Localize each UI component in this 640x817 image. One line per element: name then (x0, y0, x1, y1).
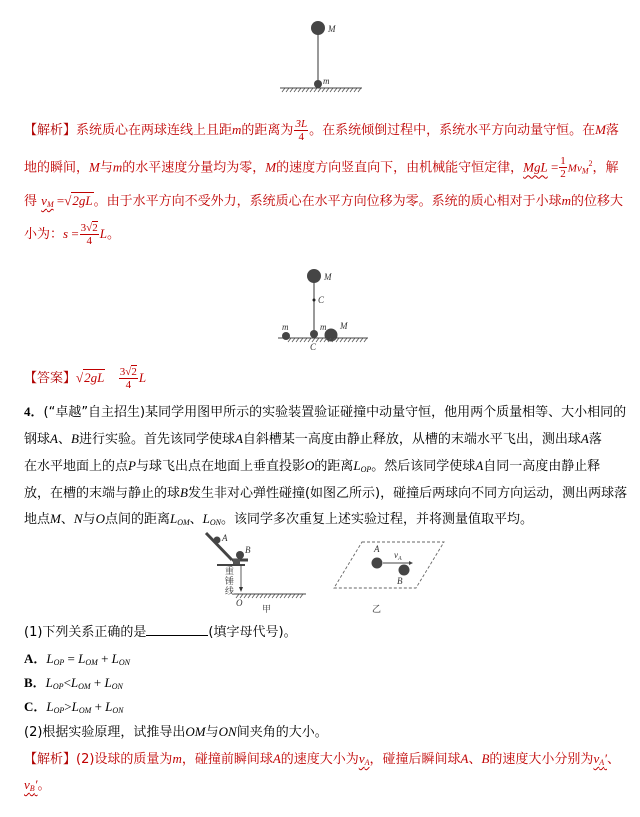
subscript: A (599, 758, 605, 767)
operator: + (91, 699, 106, 714)
subscript: ON (118, 658, 131, 667)
var-M: M (89, 159, 100, 175)
var-v: v (593, 751, 600, 766)
label-C-mid: C (318, 295, 325, 305)
frac-den: 4 (298, 131, 304, 143)
subscript: OP (53, 658, 65, 667)
label-plumb-1: 重 (225, 567, 235, 577)
var-m: m (232, 122, 242, 137)
ball-A (214, 537, 221, 544)
fraction: $\frac{3√2}{4}$ (119, 366, 137, 391)
var-L: L (78, 651, 86, 666)
text: 钢球 (24, 432, 51, 447)
subscript: OP (53, 706, 65, 715)
subscript: M (581, 166, 589, 176)
frac-num: 1 (560, 155, 566, 168)
ball-m (314, 80, 322, 88)
text: 、 (189, 512, 203, 527)
radicand: 2gL (84, 370, 105, 385)
point-C (313, 299, 316, 302)
ball-m-left (282, 332, 290, 340)
var-OM: OM (185, 724, 206, 739)
text: 自同一高度由静止释 (483, 459, 601, 474)
ball-B (399, 565, 410, 576)
var-B: B (481, 751, 490, 766)
text: 发生非对心弹性碰撞(如图乙所示)，碰撞后两球向不同方向运动，测出两球落 (187, 486, 628, 501)
text: 、 (60, 512, 74, 527)
radicand: 2 (131, 366, 137, 378)
frac-den: 4 (125, 379, 132, 391)
text: 放，在槽的末端与静止的球 (24, 486, 181, 501)
equation-lhs: MgL (523, 159, 548, 175)
equation-rhs: Mv (567, 162, 582, 175)
text: 与 (99, 160, 113, 176)
var-M: M (50, 511, 61, 526)
subscript: ON (209, 518, 222, 527)
figure-jia-apparatus (190, 528, 310, 618)
option-A[interactable] (24, 650, 130, 672)
fraction (559, 155, 567, 180)
fraction: $\frac{3√2}{4}$ (80, 222, 98, 247)
option-letter: A． (24, 651, 47, 666)
text: 。 (37, 778, 51, 793)
var-L: L (71, 699, 79, 714)
text: 在水平地面上的点 (24, 459, 129, 474)
var-L: L (111, 651, 119, 666)
var-L: L (46, 651, 54, 666)
var-O: O (304, 458, 315, 473)
operator: = (64, 651, 79, 666)
text: (2)根据实验原理，试推导出 (24, 725, 186, 740)
plane-dashed (334, 542, 444, 588)
text: 的水平速度分量均为零， (122, 160, 266, 176)
ball-A (372, 558, 383, 569)
var-A: A (50, 431, 58, 446)
frac-den: 4 (86, 235, 92, 247)
var-m: m (172, 751, 182, 766)
subscript: A (364, 758, 370, 767)
radicand: 2 (92, 222, 98, 234)
text: ，碰撞后瞬间球 (369, 752, 461, 767)
label-m-left: m (282, 322, 289, 332)
operator: < (63, 675, 71, 690)
ball-M-top (307, 269, 321, 283)
label-plumb-2: 锤 (225, 577, 235, 587)
equals: = (53, 193, 65, 208)
subscript: OM (78, 682, 91, 691)
option-letter: C． (24, 699, 47, 714)
var-M: M (265, 159, 277, 175)
var-M: M (595, 122, 606, 137)
ground-hatch (282, 88, 361, 92)
var-s: s (63, 226, 69, 241)
figure-yi-collision (320, 528, 460, 618)
question4-line3 (24, 457, 600, 479)
incline-chute (206, 533, 232, 560)
answer1 (24, 366, 146, 391)
text: 、 (606, 752, 620, 767)
sub1-prompt (24, 623, 297, 642)
text: 自斜槽某一高度由静止释放，从槽的末端水平飞出，测出球 (242, 432, 581, 447)
text: ，解 (592, 160, 619, 176)
var-B: B (180, 485, 188, 500)
coef: 3 (80, 222, 87, 234)
subscript: OM (85, 658, 98, 667)
var-P: P (128, 458, 136, 473)
answer-tag: 【答案】 (24, 371, 77, 386)
subscript: ON (111, 682, 123, 691)
label-m-mid: m (320, 322, 327, 332)
text: 落 (588, 432, 602, 447)
sub2-prompt (24, 723, 328, 742)
text: 。然后该同学使球 (371, 459, 476, 474)
label-M-right: M (340, 321, 348, 331)
var-B: B (70, 431, 79, 446)
text: (填字母代号)。 (208, 625, 297, 640)
analysis2-line1 (24, 750, 620, 772)
var-L: L (70, 675, 79, 690)
var-m: m (561, 193, 571, 208)
text: 点间的距离 (104, 512, 170, 527)
var-v: v (358, 751, 365, 766)
subscript: OM (78, 706, 92, 715)
radicand: 2gL (72, 193, 93, 208)
label-A: A (374, 544, 380, 554)
var-v: v (24, 777, 30, 792)
var-A: A (580, 431, 589, 446)
label-vA (394, 550, 402, 562)
superscript: 2 (588, 159, 593, 168)
text: (1)下列关系正确的是 (24, 625, 147, 640)
var-L: L (104, 675, 112, 690)
subscript: M (46, 200, 54, 209)
text: (2)设球的质量为 (76, 752, 173, 767)
prime: ′ (34, 777, 38, 792)
plumb-arrow (239, 587, 243, 592)
text: 的速度大小为 (280, 752, 359, 767)
text: 地点 (24, 512, 51, 527)
analysis-tag: 【解析】 (24, 123, 77, 138)
prime: ′ (604, 751, 607, 766)
text: 与球飞出点在地面上垂直投影 (135, 459, 305, 474)
var-v: v (41, 193, 47, 208)
label-B: B (245, 545, 251, 555)
arrow-head (409, 561, 413, 565)
analysis1-line1 (24, 118, 619, 143)
question4-line4 (24, 484, 627, 503)
text: 间夹角的大小。 (236, 725, 328, 740)
subscript: OP (52, 682, 64, 691)
operator: + (90, 675, 105, 690)
option-C[interactable] (24, 698, 124, 720)
label-M: M (328, 24, 336, 34)
text: 与 (205, 725, 219, 740)
label-M-top: M (324, 272, 332, 282)
text: 得 (24, 194, 38, 209)
text: 、 (57, 432, 71, 447)
question-source: (“卓越”自主招生) (43, 405, 146, 420)
var-L: L (46, 699, 54, 714)
label-C-bottom: C (310, 342, 317, 352)
question-number: 4． (24, 404, 44, 419)
sqrt-expression: √2gL (76, 370, 105, 385)
caption-jia: 甲 (262, 605, 272, 615)
analysis1-line4 (24, 222, 120, 247)
text: 。在系统倾倒过程中，系统水平方向动量守恒。在 (309, 123, 596, 138)
analysis1-line3 (24, 192, 623, 214)
operator: > (64, 699, 72, 714)
analysis1-line2 (24, 155, 619, 180)
label-plumb-3: 线 (225, 587, 235, 597)
var-m: m (112, 159, 123, 175)
text: 的位移大 (570, 194, 623, 209)
var-L: L (169, 511, 178, 526)
label-A: A (222, 533, 228, 543)
var-A: A (272, 751, 281, 766)
subscript: OM (177, 518, 190, 527)
analysis2-line2 (24, 776, 51, 798)
var-N: N (73, 511, 83, 526)
text: 的速度方向竖直向下，由机械能守恒定律， (276, 160, 524, 176)
var-L: L (138, 370, 147, 385)
var-L: L (353, 458, 361, 473)
text: 某同学用图甲所示的实验装置验证碰撞中动量守恒，他用两个质量相等、大小相同的 (145, 405, 627, 420)
ball-M (311, 21, 325, 35)
var-A: A (475, 458, 484, 473)
coef: 3 (119, 366, 126, 378)
frac-den: 2 (560, 168, 566, 181)
v-sub: A (398, 556, 402, 562)
text: 。 (106, 227, 120, 242)
label-m: m (323, 76, 330, 86)
question4-line1 (24, 403, 626, 422)
text: 。由于水平方向不受外力，系统质心在水平方向位移为零。系统的质心相对于小球 (93, 194, 562, 209)
text: 的距离为 (241, 123, 294, 138)
option-B[interactable] (24, 674, 123, 696)
subscript: OP (360, 465, 372, 474)
text: 系统质心在两球连线上且距 (76, 123, 233, 138)
var-L: L (99, 226, 107, 241)
caption-yi: 乙 (372, 605, 382, 615)
text: 的速度大小分别为 (489, 752, 594, 767)
frac-num: 3L (295, 118, 308, 130)
text: 的距离 (314, 459, 354, 474)
ball-B (236, 551, 244, 559)
v: v (394, 550, 398, 560)
var-O: O (95, 511, 105, 526)
label-O: O (236, 598, 243, 608)
label-B: B (397, 576, 403, 586)
sqrt-expression: √2gL (64, 193, 93, 208)
text: 、 (468, 752, 482, 767)
subscript: B (29, 784, 35, 793)
fraction (294, 118, 308, 143)
analysis-tag: 【解析】 (24, 752, 77, 767)
question4-line2 (24, 430, 602, 449)
var-L: L (202, 511, 210, 526)
text: ，碰撞前瞬间球 (181, 752, 273, 767)
text: 落 (605, 123, 619, 138)
figure-pendulum (270, 10, 370, 100)
text: 进行实验。首先该同学使球 (78, 432, 235, 447)
var-ON: ON (218, 724, 237, 739)
var-L: L (105, 699, 113, 714)
text: 地的瞬间， (24, 160, 90, 176)
text: 小为： (24, 227, 64, 242)
subscript: ON (112, 706, 124, 715)
figure-fallen-pendulum (270, 262, 380, 352)
ball-m-mid (310, 330, 318, 338)
text: 。该同学多次重复上述实验过程，并将测量值取平均。 (221, 512, 534, 527)
operator: + (97, 651, 112, 666)
equals: = (68, 226, 79, 241)
ground-hatch (236, 594, 303, 598)
option-letter: B． (24, 675, 46, 690)
var-L: L (45, 675, 53, 690)
equals: = (547, 159, 559, 175)
var-A: A (234, 431, 243, 446)
text: 与 (82, 512, 96, 527)
var-A: A (460, 751, 469, 766)
answer-blank[interactable] (146, 623, 208, 636)
